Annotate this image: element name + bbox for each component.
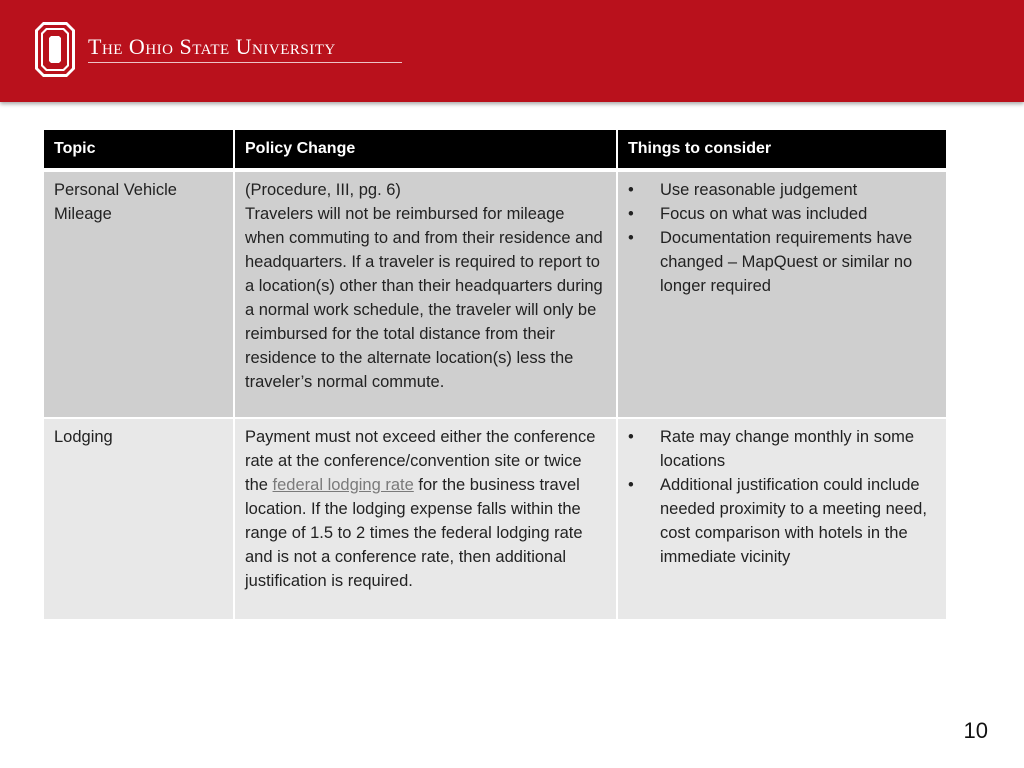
considerations-list <box>628 425 936 569</box>
list-item: • Focus on what was included <box>628 202 936 226</box>
bullet: • <box>628 428 634 446</box>
considerations-cell <box>617 418 946 620</box>
list-item: • Additional justification could include needed proximity to a meeting need, cost comparison with hotels in the immediate vicinity <box>628 473 936 569</box>
table-header-row <box>44 130 946 170</box>
policy-text: Travelers will not be reimbursed for mileage when commuting to and from their residence and headquarters. If a traveler is required to report to a location(s) other than their headquarters during a normal work schedule, the traveler will only be reimbursed for the total distance from their residence to the alternate location(s) less the traveler’s normal commute. <box>245 205 603 391</box>
page-number: 10 <box>963 718 988 743</box>
list-item: • Rate may change monthly in some locations <box>628 425 936 473</box>
policy-change-cell <box>234 170 617 418</box>
column-header-topic: Topic <box>44 130 234 170</box>
column-header-policy-change: Policy Change <box>234 130 617 170</box>
considerations-cell <box>617 170 946 418</box>
header-banner <box>0 0 1024 102</box>
bullet: • <box>628 181 634 199</box>
federal-lodging-rate-link[interactable]: federal lodging rate <box>272 476 414 494</box>
title-underline <box>88 62 402 63</box>
list-item: • Use reasonable judgement <box>628 178 936 202</box>
policy-reference: (Procedure, III, pg. 6) <box>245 181 401 199</box>
column-header-things-to-consider: Things to consider <box>617 130 946 170</box>
bullet: • <box>628 229 634 247</box>
policy-text-before: Payment must not exceed either the conference rate at the conference/convention site or twice the <box>245 428 596 494</box>
bullet: • <box>628 205 634 223</box>
policy-change-cell <box>234 418 617 620</box>
bullet: • <box>628 476 634 494</box>
table-row-mileage <box>44 170 946 418</box>
table-row-lodging <box>44 418 946 620</box>
university-name: The Ohio State University <box>88 34 336 59</box>
policy-table <box>44 130 946 621</box>
topic-cell: Lodging <box>44 418 234 620</box>
topic-cell: Personal Vehicle Mileage <box>44 170 234 418</box>
list-item: • Documentation requirements have changed – MapQuest or similar no longer required <box>628 226 936 298</box>
considerations-list <box>628 178 936 298</box>
block-o-logo-icon <box>34 21 76 78</box>
policy-text-after: for the business travel location. If the lodging expense falls within the range of 1.5 to 2 times the federal lodging rate and is not a conference rate, then additional justification is required. <box>245 476 583 590</box>
